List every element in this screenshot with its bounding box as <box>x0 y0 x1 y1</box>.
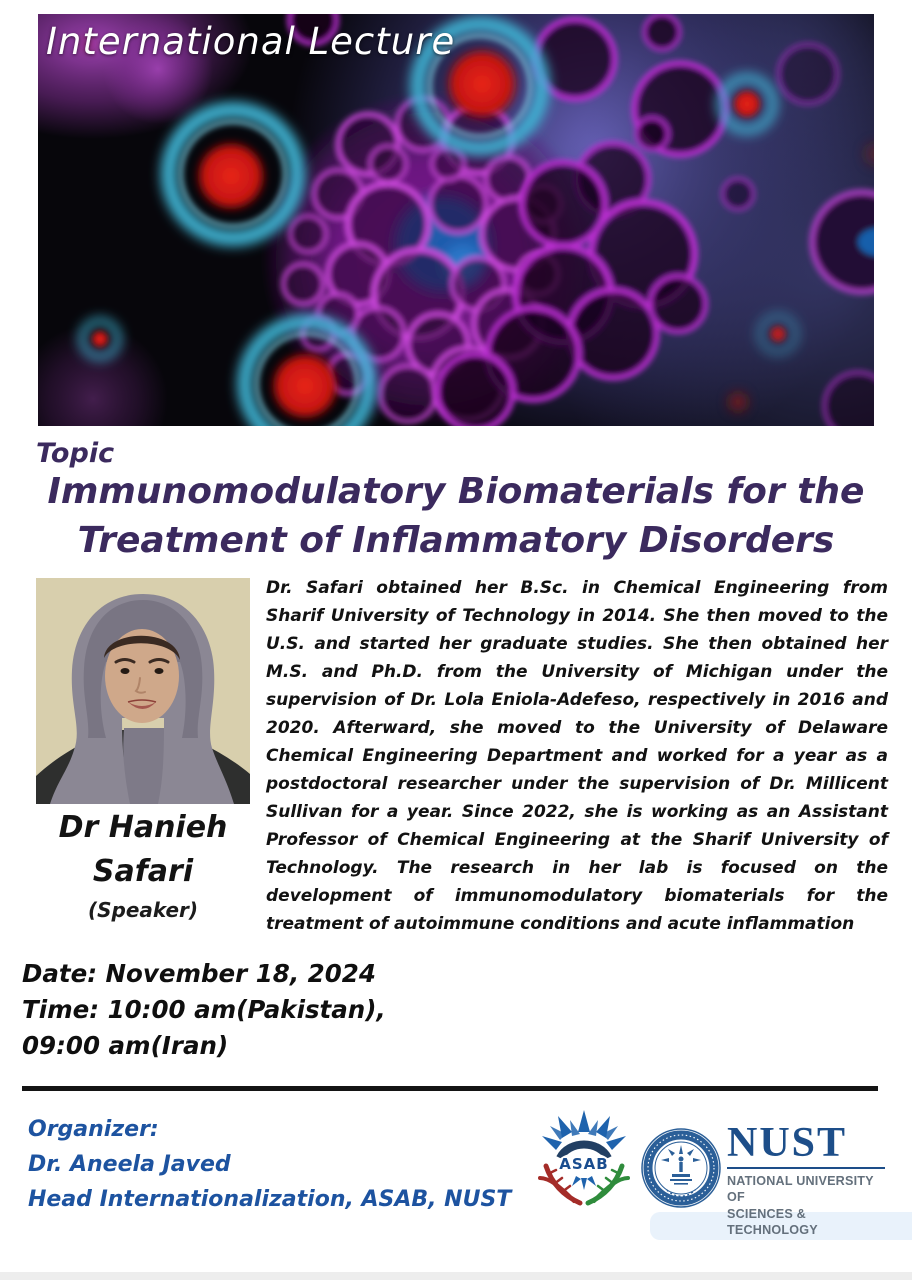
speaker-photo <box>36 578 250 804</box>
event-date: Date: November 18, 2024 <box>22 959 376 988</box>
lecture-title <box>0 468 912 565</box>
nust-wordmark <box>727 1122 885 1238</box>
cells-illustration <box>38 14 874 426</box>
nust-subtitle-line2: SCIENCES & TECHNOLOGY <box>727 1206 818 1238</box>
organizer-title: Head Internationalization, ASAB, NUST <box>28 1187 512 1212</box>
page-bottom-strip <box>0 1272 912 1280</box>
speaker-role: (Speaker) <box>87 898 199 922</box>
organizer-block <box>28 1112 511 1217</box>
lecture-title-text: Immunomodulatory Biomaterials for the Treatment of Inflammatory Disorders <box>47 471 865 561</box>
asab-logo-text: ASAB <box>559 1155 609 1173</box>
speaker-portrait-illustration <box>36 578 250 804</box>
nust-subtitle-line1: NATIONAL UNIVERSITY OF <box>727 1174 874 1205</box>
speaker-name: Dr Hanieh Safari <box>58 810 228 889</box>
nust-seal-emblem-icon <box>641 1128 721 1208</box>
speaker-bio: Dr. Safari obtained her B.Sc. in Chemical Engineering from Sharif University of Technology in 2014. She then moved to the U.S. and started her graduate studies. She then obtained her M.S. and Ph.D. from the University of Michigan under the supervision of Dr. Lola Eniola-Adefeso, respectively in 2016 and 2020. Afterward, she moved to the University of Delaware Chemical Engineering Department and worked for a year as a postdoctoral researcher under the supervision of Dr. Millicent Sullivan for a year. Since 2022, she is working as an Assistant Professor of Chemical Engineering at the Sharif University of Technology. The research in her lab is focused on the development of immunomodulatory biomaterials for the treatment of autoimmune conditions and acute inflammation <box>266 578 888 934</box>
event-time-iran: 09:00 am(Iran) <box>22 1031 229 1060</box>
asab-logo-icon <box>534 1106 634 1218</box>
nust-logo-text: NUST <box>727 1120 848 1166</box>
topic-label: Topic <box>36 438 115 469</box>
footer-divider <box>22 1086 878 1091</box>
nust-logo-rule <box>727 1167 885 1169</box>
asab-emblem-icon <box>534 1106 634 1218</box>
hero-title: International Lecture <box>46 20 456 63</box>
schedule <box>22 956 386 1064</box>
nust-seal-icon <box>641 1128 721 1208</box>
organizer-name: Dr. Aneela Javed <box>28 1152 231 1177</box>
organizer-label: Organizer: <box>28 1117 159 1142</box>
hero-image <box>38 14 874 426</box>
event-time-pakistan: Time: 10:00 am(Pakistan), <box>22 995 386 1024</box>
